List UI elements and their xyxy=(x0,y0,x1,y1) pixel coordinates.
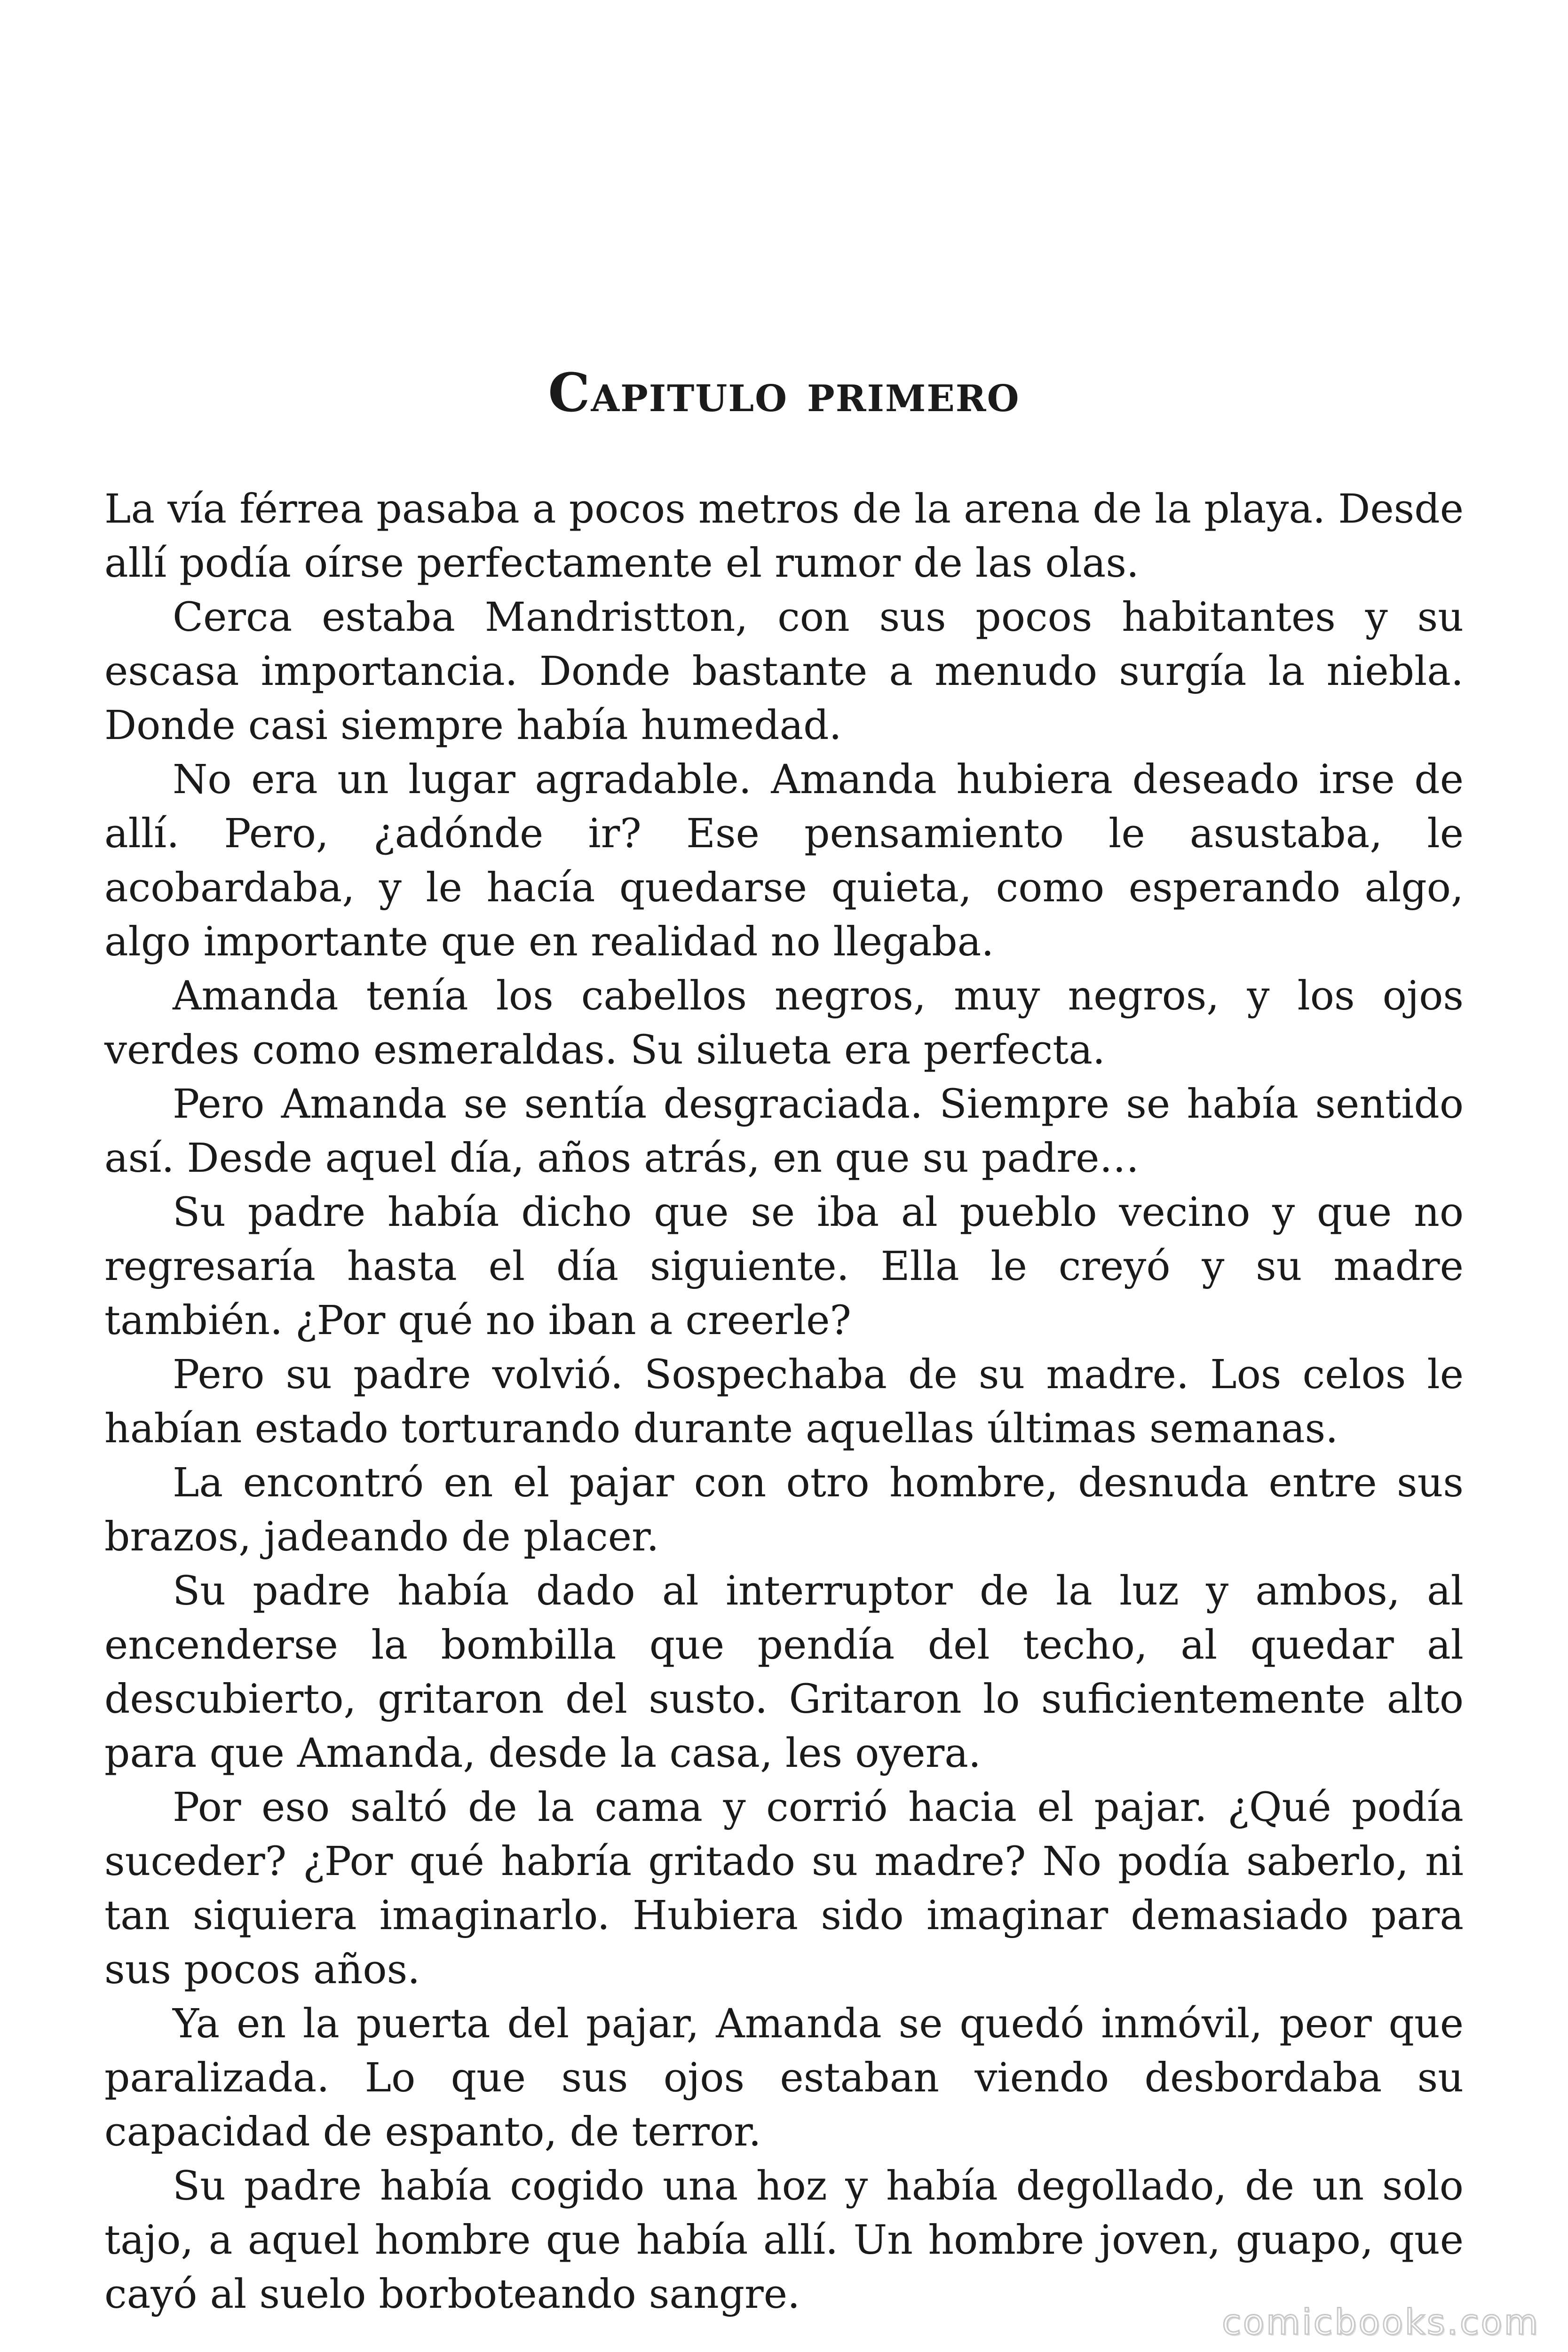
paragraph: Su padre había cogido una hoz y había degollado, de un solo tajo, a aquel hombre que había allí. Un hombre joven, guapo, que cayó al suelo borboteando sangre. xyxy=(104,2163,1464,2318)
paragraph: La vía férrea pasaba a pocos metros de la arena de la playa. Desde allí podía oírse perfectamente el rumor de las olas. xyxy=(104,486,1464,587)
paragraph: No era un lugar agradable. Amanda hubiera deseado irse de allí. Pero, ¿adónde ir? Ese pensamiento le asustaba, le acobardaba, y le hacía quedarse quieta, como esperando algo, algo importante que en realidad no llegaba. xyxy=(104,756,1464,965)
paragraph: Su padre había dicho que se iba al pueblo vecino y que no regresaría hasta el día siguiente. Ella le creyó y su madre también. ¿Por qué no iban a creerle? xyxy=(104,1189,1464,1344)
paragraph: Ya en la puerta del pajar, Amanda se quedó inmóvil, peor que paralizada. Lo que sus ojos estaban viendo desbordaba su capacidad de espanto, de terror. xyxy=(104,2001,1464,2155)
paragraph: Amanda tenía los cabellos negros, muy negros, y los ojos verdes como esmeraldas. Su silueta era perfecta. xyxy=(104,973,1464,1073)
paragraph: Pero Amanda se sentía desgraciada. Siempre se había sentido así. Desde aquel día, años atrás, en que su padre… xyxy=(104,1081,1464,1182)
paragraph: Pero su padre volvió. Sospechaba de su madre. Los celos le habían estado torturando durante aquellas últimas semanas. xyxy=(104,1351,1464,1452)
chapter-title: Capitulo primero xyxy=(548,362,1020,424)
watermark: comicbooks.com xyxy=(1222,2302,1540,2343)
paragraph: Cerca estaba Mandristton, con sus pocos habitantes y su escasa importancia. Donde bastante a menudo surgía la niebla. Donde casi siempre había humedad. xyxy=(104,594,1464,749)
paragraph: La encontró en el pajar con otro hombre, desnuda entre sus brazos, jadeando de placer. xyxy=(104,1460,1464,1560)
paragraph: Su padre había dado al interruptor de la luz y ambos, al encenderse la bombilla que pendía del techo, al quedar al descubierto, gritaron del susto. Gritaron lo suficientemente alto para que Amanda, desde la casa, les oyera. xyxy=(104,1568,1464,1777)
chapter-body xyxy=(104,482,1464,2321)
paragraph: Por eso saltó de la cama y corrió hacia el pajar. ¿Qué podía suceder? ¿Por qué habría gritado su madre? No podía saberlo, ni tan siquiera imaginarlo. Hubiera sido imaginar demasiado para sus pocos años. xyxy=(104,1784,1464,1993)
